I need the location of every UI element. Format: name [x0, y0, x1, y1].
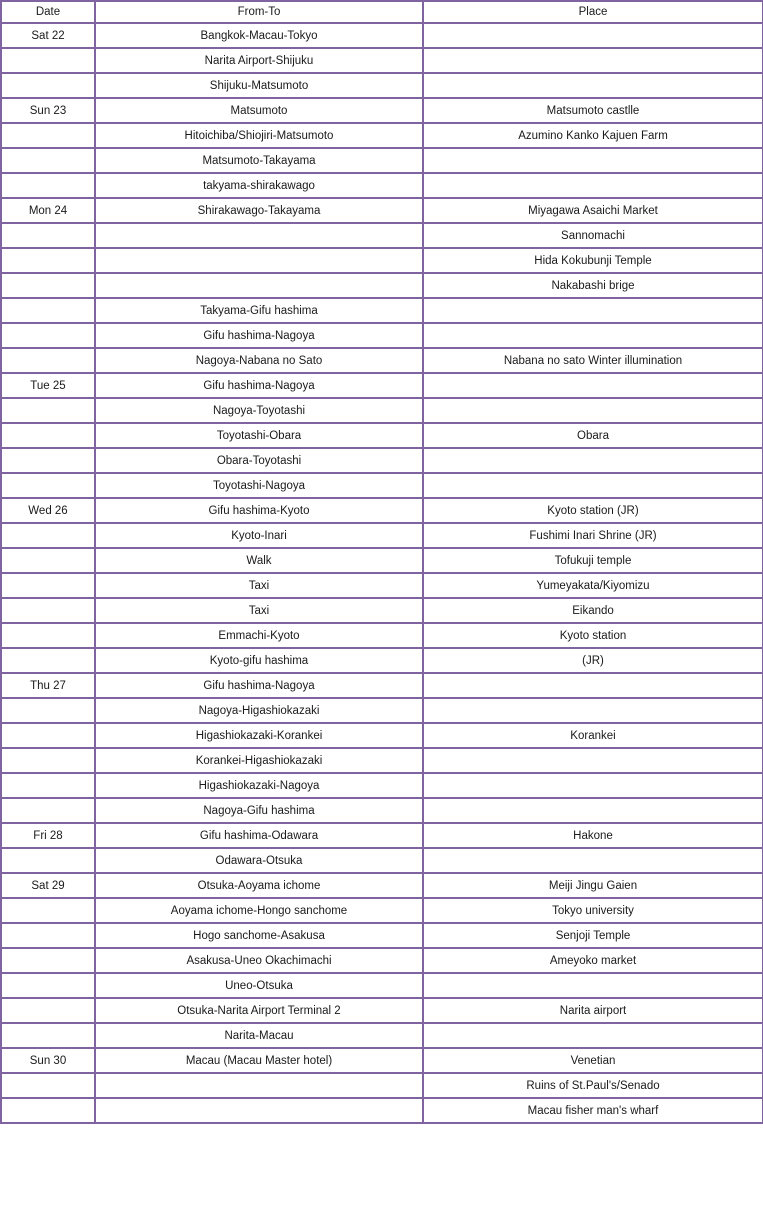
date-cell: Sat 22	[1, 23, 95, 48]
date-cell: Mon 24	[1, 198, 95, 223]
table-row	[1, 498, 763, 523]
from-to-cell: Higashiokazaki-Nagoya	[95, 773, 423, 798]
from-to-cell: Gifu hashima-Odawara	[95, 823, 423, 848]
place-cell: Eikando	[423, 598, 763, 623]
table-row	[1, 923, 763, 948]
place-cell: Azumino Kanko Kajuen Farm	[423, 123, 763, 148]
table-row	[1, 473, 763, 498]
place-cell: Miyagawa Asaichi Market	[423, 198, 763, 223]
table-row	[1, 1023, 763, 1048]
from-to-cell: Shirakawago-Takayama	[95, 198, 423, 223]
from-to-cell	[95, 223, 423, 248]
place-cell: Kyoto station	[423, 623, 763, 648]
place-cell	[423, 23, 763, 48]
table-row	[1, 873, 763, 898]
place-cell	[423, 848, 763, 873]
table-row	[1, 698, 763, 723]
table-row	[1, 598, 763, 623]
date-cell: Thu 27	[1, 673, 95, 698]
table-row	[1, 223, 763, 248]
from-to-cell: Otsuka-Aoyama ichome	[95, 873, 423, 898]
place-cell	[423, 398, 763, 423]
place-cell	[423, 323, 763, 348]
place-cell: Meiji Jingu Gaien	[423, 873, 763, 898]
table-row	[1, 98, 763, 123]
table-row	[1, 748, 763, 773]
place-cell	[423, 73, 763, 98]
from-to-cell	[95, 1073, 423, 1098]
place-cell: Matsumoto castlle	[423, 98, 763, 123]
date-cell	[1, 298, 95, 323]
date-cell	[1, 598, 95, 623]
place-cell	[423, 298, 763, 323]
from-to-cell: Higashiokazaki-Korankei	[95, 723, 423, 748]
table-row	[1, 373, 763, 398]
header-row	[1, 1, 763, 23]
date-cell	[1, 898, 95, 923]
place-cell: Hakone	[423, 823, 763, 848]
place-cell: Obara	[423, 423, 763, 448]
date-cell	[1, 523, 95, 548]
place-cell	[423, 973, 763, 998]
place-cell	[423, 173, 763, 198]
place-cell	[423, 448, 763, 473]
table-row	[1, 798, 763, 823]
table-row	[1, 1073, 763, 1098]
place-cell: Ruins of St.Paul's/Senado	[423, 1073, 763, 1098]
date-cell: Sun 30	[1, 1048, 95, 1073]
date-cell	[1, 698, 95, 723]
place-cell	[423, 673, 763, 698]
from-to-cell	[95, 273, 423, 298]
from-to-cell: Korankei-Higashiokazaki	[95, 748, 423, 773]
table-row	[1, 848, 763, 873]
date-cell	[1, 773, 95, 798]
place-cell	[423, 373, 763, 398]
from-to-cell: Emmachi-Kyoto	[95, 623, 423, 648]
from-to-cell: Odawara-Otsuka	[95, 848, 423, 873]
from-to-cell: Nagoya-Higashiokazaki	[95, 698, 423, 723]
place-cell: Kyoto station (JR)	[423, 498, 763, 523]
table-row	[1, 198, 763, 223]
place-cell: (JR)	[423, 648, 763, 673]
date-cell	[1, 123, 95, 148]
header-from-to: From-To	[95, 1, 423, 23]
table-row	[1, 248, 763, 273]
place-cell: Narita airport	[423, 998, 763, 1023]
header-date: Date	[1, 1, 95, 23]
table-row	[1, 648, 763, 673]
table-row	[1, 23, 763, 48]
from-to-cell: Toyotashi-Nagoya	[95, 473, 423, 498]
table-row	[1, 548, 763, 573]
date-cell	[1, 448, 95, 473]
table-row	[1, 948, 763, 973]
table-row	[1, 73, 763, 98]
date-cell	[1, 648, 95, 673]
from-to-cell: Walk	[95, 548, 423, 573]
table-row	[1, 298, 763, 323]
table-header	[1, 1, 763, 23]
place-cell: Yumeyakata/Kiyomizu	[423, 573, 763, 598]
from-to-cell	[95, 1098, 423, 1123]
from-to-cell: Nagoya-Toyotashi	[95, 398, 423, 423]
place-cell: Venetian	[423, 1048, 763, 1073]
place-cell	[423, 473, 763, 498]
place-cell: Hida Kokubunji Temple	[423, 248, 763, 273]
date-cell: Sun 23	[1, 98, 95, 123]
date-cell	[1, 348, 95, 373]
table-row	[1, 123, 763, 148]
date-cell	[1, 973, 95, 998]
place-cell: Senjoji Temple	[423, 923, 763, 948]
table-row	[1, 423, 763, 448]
from-to-cell: Matsumoto	[95, 98, 423, 123]
from-to-cell: Otsuka-Narita Airport Terminal 2	[95, 998, 423, 1023]
table-row	[1, 898, 763, 923]
date-cell: Fri 28	[1, 823, 95, 848]
from-to-cell: Takyama-Gifu hashima	[95, 298, 423, 323]
table-row	[1, 348, 763, 373]
date-cell	[1, 798, 95, 823]
date-cell	[1, 273, 95, 298]
table-row	[1, 773, 763, 798]
date-cell	[1, 248, 95, 273]
from-to-cell: Narita Airport-Shijuku	[95, 48, 423, 73]
table-row	[1, 148, 763, 173]
from-to-cell: Macau (Macau Master hotel)	[95, 1048, 423, 1073]
date-cell	[1, 923, 95, 948]
from-to-cell: Nagoya-Nabana no Sato	[95, 348, 423, 373]
date-cell	[1, 948, 95, 973]
from-to-cell: Obara-Toyotashi	[95, 448, 423, 473]
from-to-cell: Bangkok-Macau-Tokyo	[95, 23, 423, 48]
place-cell	[423, 748, 763, 773]
place-cell: Nakabashi brige	[423, 273, 763, 298]
place-cell	[423, 148, 763, 173]
date-cell	[1, 398, 95, 423]
date-cell	[1, 1098, 95, 1123]
from-to-cell: takyama-shirakawago	[95, 173, 423, 198]
table-row	[1, 1048, 763, 1073]
date-cell	[1, 473, 95, 498]
from-to-cell: Gifu hashima-Nagoya	[95, 673, 423, 698]
date-cell	[1, 1023, 95, 1048]
from-to-cell: Kyoto-gifu hashima	[95, 648, 423, 673]
from-to-cell: Gifu hashima-Kyoto	[95, 498, 423, 523]
date-cell: Tue 25	[1, 373, 95, 398]
date-cell	[1, 148, 95, 173]
date-cell	[1, 323, 95, 348]
from-to-cell: Nagoya-Gifu hashima	[95, 798, 423, 823]
place-cell: Ameyoko market	[423, 948, 763, 973]
from-to-cell: Asakusa-Uneo Okachimachi	[95, 948, 423, 973]
date-cell	[1, 998, 95, 1023]
from-to-cell: Gifu hashima-Nagoya	[95, 373, 423, 398]
table-row	[1, 48, 763, 73]
place-cell: Sannomachi	[423, 223, 763, 248]
place-cell: Korankei	[423, 723, 763, 748]
from-to-cell: Hitoichiba/Shiojiri-Matsumoto	[95, 123, 423, 148]
table-row	[1, 823, 763, 848]
from-to-cell: Hogo sanchome-Asakusa	[95, 923, 423, 948]
table-row	[1, 398, 763, 423]
place-cell	[423, 798, 763, 823]
date-cell	[1, 848, 95, 873]
date-cell	[1, 48, 95, 73]
from-to-cell: Taxi	[95, 598, 423, 623]
place-cell	[423, 698, 763, 723]
from-to-cell: Kyoto-Inari	[95, 523, 423, 548]
date-cell	[1, 573, 95, 598]
date-cell	[1, 73, 95, 98]
table-row	[1, 998, 763, 1023]
header-place: Place	[423, 1, 763, 23]
table-row	[1, 723, 763, 748]
place-cell: Fushimi Inari Shrine (JR)	[423, 523, 763, 548]
from-to-cell: Shijuku-Matsumoto	[95, 73, 423, 98]
from-to-cell: Narita-Macau	[95, 1023, 423, 1048]
table-row	[1, 573, 763, 598]
table-row	[1, 973, 763, 998]
date-cell	[1, 173, 95, 198]
date-cell: Sat 29	[1, 873, 95, 898]
place-cell	[423, 1023, 763, 1048]
place-cell: Tokyo university	[423, 898, 763, 923]
table-row	[1, 323, 763, 348]
table-row	[1, 523, 763, 548]
place-cell: Macau fisher man's wharf	[423, 1098, 763, 1123]
table-row	[1, 623, 763, 648]
from-to-cell: Aoyama ichome-Hongo sanchome	[95, 898, 423, 923]
from-to-cell: Matsumoto-Takayama	[95, 148, 423, 173]
place-cell	[423, 48, 763, 73]
table-row	[1, 173, 763, 198]
table-body	[1, 23, 763, 1123]
place-cell	[423, 773, 763, 798]
from-to-cell: Taxi	[95, 573, 423, 598]
date-cell	[1, 223, 95, 248]
place-cell: Nabana no sato Winter illumination	[423, 348, 763, 373]
place-cell: Tofukuji temple	[423, 548, 763, 573]
date-cell	[1, 723, 95, 748]
from-to-cell	[95, 248, 423, 273]
table-row	[1, 1098, 763, 1123]
date-cell	[1, 623, 95, 648]
date-cell	[1, 1073, 95, 1098]
date-cell: Wed 26	[1, 498, 95, 523]
from-to-cell: Gifu hashima-Nagoya	[95, 323, 423, 348]
table-row	[1, 673, 763, 698]
date-cell	[1, 423, 95, 448]
date-cell	[1, 748, 95, 773]
table-row	[1, 273, 763, 298]
table-row	[1, 448, 763, 473]
date-cell	[1, 548, 95, 573]
from-to-cell: Uneo-Otsuka	[95, 973, 423, 998]
from-to-cell: Toyotashi-Obara	[95, 423, 423, 448]
